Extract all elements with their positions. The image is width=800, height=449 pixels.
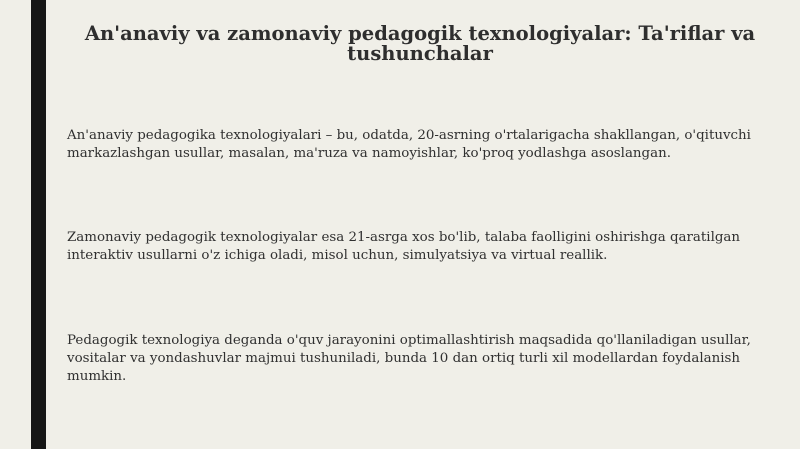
paragraph-modern: Zamonaviy pedagogik texnologiyalar esa 21-asrga xos bo'lib, talaba faolligini oshirishga qaratilgan interaktiv usullarni o'z ichiga oladi, misol uchun, simulyatsiya va virtual reallik.	[67, 230, 741, 263]
slide-title: An'anaviy va zamonaviy pedagogik texnologiyalar: Ta'riflar va tushunchalar	[84, 22, 756, 65]
paragraph-traditional: An'anaviy pedagogika texnologiyalari – bu, odatda, 20-asrning o'rtalarigacha shakllangan, o'qituvchi markazlashgan usullar, masalan, ma'ruza va namoyishlar, ko'proq yodlashga asoslangan.	[67, 128, 751, 161]
accent-side-bar	[31, 0, 46, 449]
paragraph-definition: Pedagogik texnologiya deganda o'quv jarayonini optimallashtirish maqsadida qo'llaniladigan usullar, vositalar va yondashuvlar majmui tushuniladi, bunda 10 dan ortiq turli xil modellardan foydalanish mumkin.	[67, 333, 751, 384]
